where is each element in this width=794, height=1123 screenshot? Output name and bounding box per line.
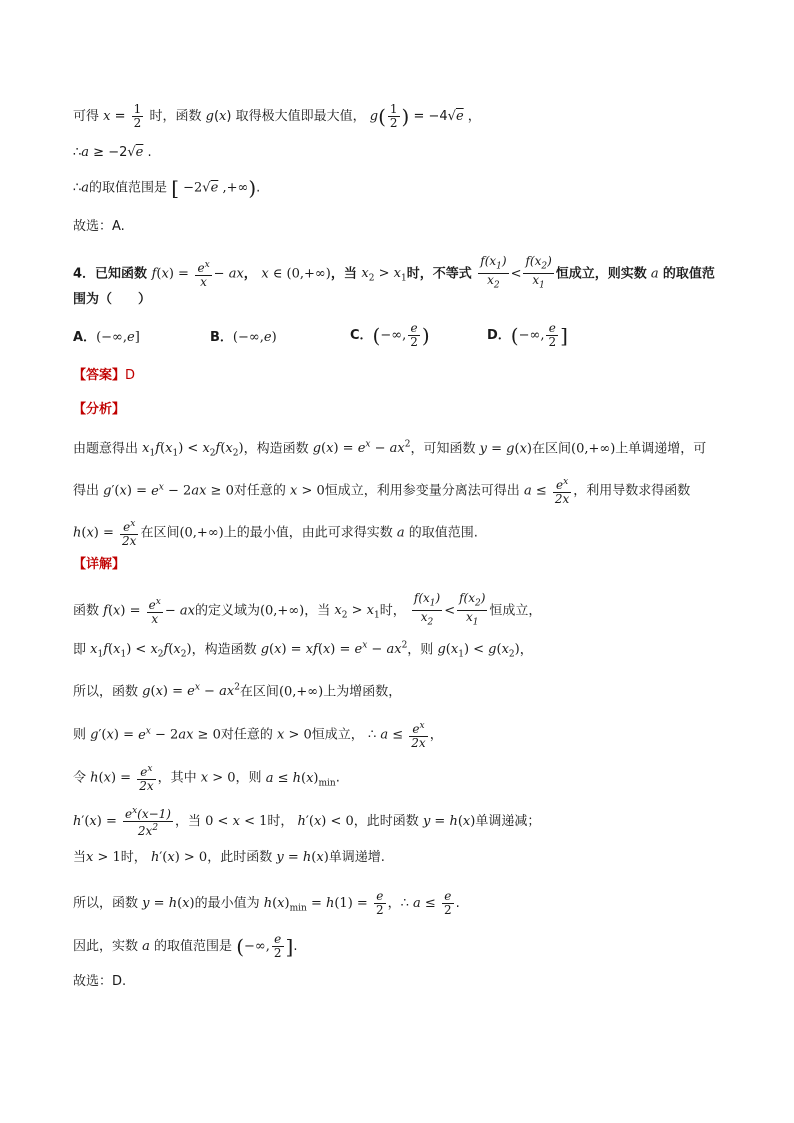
math: g bbox=[369, 109, 379, 124]
text: ∴ bbox=[73, 180, 82, 196]
analysis-tag: 【分析】 bbox=[73, 402, 126, 417]
text: ， bbox=[243, 266, 257, 282]
detail-line-8: 所以，函数 y = h(x)的最小值为 $h(x)_{min} = h(1)$ = $\frac{e}{2}$ ，∴ a ≤ $\frac{e}{2}$ . bbox=[73, 889, 460, 917]
analysis-line-1: 由题意得出 $x_1f(x_1) < x_2f(x_2)$，构造函数 $g(x) = e^x - ax^2$，可知函数 y = g(x)在区间(0,+∞)上单调递增，可 bbox=[73, 440, 707, 459]
answer bbox=[73, 366, 135, 386]
detail-line-7: 当x > 1时， h′(x) > 0，此时函数 y = h(x)单调递增. bbox=[73, 850, 385, 865]
option-d[interactable]: D．(−∞, $\frac{e}{2}$ ] bbox=[487, 321, 568, 349]
answer-value: D bbox=[125, 368, 136, 383]
text: 的取值范围是 bbox=[89, 180, 168, 196]
question-4-stem-cont: 围为（ ） bbox=[73, 292, 152, 307]
option-c[interactable]: C．(−∞, $\frac{e}{2}$ ) bbox=[350, 321, 430, 349]
solution-line-3: ∴a的取值范围是 [ −2√e ,+∞). bbox=[73, 176, 261, 200]
solution-choice-a: 故选：A. bbox=[73, 219, 125, 234]
option-a[interactable]: A．(−∞,e] bbox=[73, 330, 140, 345]
text: 恒成立，则实数 bbox=[555, 266, 647, 282]
fraction: $\frac{1}{2}$ bbox=[133, 102, 142, 130]
text: 的取值范 bbox=[662, 266, 715, 282]
detail-line-9: 因此，实数 a 的取值范围是 (−∞, $\frac{e}{2}$ ]. bbox=[73, 932, 298, 960]
text: 时，函数 bbox=[149, 109, 202, 124]
detail-line-6: h′(x) = $\frac{e^x(x-1)}{2x^2}$ ，当 0 < x < 1时， h′(x) < 0，此时函数 y = h(x)单调递减； bbox=[73, 806, 541, 838]
solution-line-1: 可得 x = $\frac{1}{2}$ 时，函数 g(x) 取得极大值即最大值， g( $\frac{1}{2}$ ) = −4√e ， bbox=[73, 102, 481, 130]
question-number: 4． bbox=[73, 266, 96, 282]
answer-tag: 【答案】 bbox=[73, 368, 126, 383]
detail-choice-d: 故选：D. bbox=[73, 974, 127, 989]
math: g bbox=[205, 109, 214, 124]
math: x bbox=[103, 109, 111, 124]
detail-line-1: 函数 f(x) = $\frac{e^x}{x}$ − ax的定义域为(0,+∞)，当 $x_2 > x_1$时， $\frac{f(x_1)}{x_2}$ < $\frac{f(x_2)}{x_1}$ 恒成立， bbox=[73, 591, 542, 628]
detail-line-4: 则 $g'(x) = e^x - 2ax \ge 0$对任意的 x > 0恒成立， ∴ a ≤ $\frac{e^x}{2x}$ ， bbox=[73, 721, 443, 750]
question-4-stem: 4．已知函数 f(x) = $\frac{e^x}{x}$ − ax， x ∈ (0,+∞)，当 $x_2 > x_1$时，不等式 $\frac{f(x_1)}{x_2}$ < $\frac{f(x_2)}{x_1}$ 恒成立，则实数 a 的取值范 bbox=[73, 254, 715, 291]
solution-line-2: ∴a ≥ −2√e . bbox=[73, 145, 152, 160]
text: 取得极大值即最大值， bbox=[235, 109, 366, 124]
detail-line-5: 令 h(x) = $\frac{e^x}{2x}$ ，其中 x > 0，则 $a \le h(x)_{min}$. bbox=[73, 764, 340, 793]
text: ，当 bbox=[330, 266, 357, 282]
analysis-line-3: h(x) = $\frac{e^x}{2x}$ 在区间(0,+∞)上的最小值，由此可求得实数 a 的取值范围. bbox=[73, 519, 478, 548]
text: 已知函数 bbox=[95, 266, 148, 282]
text: 可得 bbox=[73, 109, 100, 124]
option-b[interactable]: B．(−∞,e) bbox=[210, 330, 277, 345]
detail-line-3: 所以，函数 $g(x) = e^x - ax^2$在区间(0,+∞)上为增函数， bbox=[73, 683, 402, 700]
text: ∴ bbox=[73, 145, 82, 160]
detail-tag: 【详解】 bbox=[73, 557, 126, 572]
text: ， bbox=[467, 109, 481, 124]
detail-line-2: 即 $x_1f(x_1) < x_2f(x_2)$，构造函数 $g(x) = xf(x) = e^x - ax^2$，则 $g(x_1) < g(x_2)$， bbox=[73, 641, 533, 660]
text: 时，不等式 bbox=[406, 266, 472, 282]
analysis-line-2: 得出 $g'(x) = e^x - 2ax \ge 0$对任意的 x > 0恒成立，利用参变量分离法可得出 a ≤ $\frac{e^x}{2x}$ ，利用导数求得函数 bbox=[73, 477, 691, 506]
